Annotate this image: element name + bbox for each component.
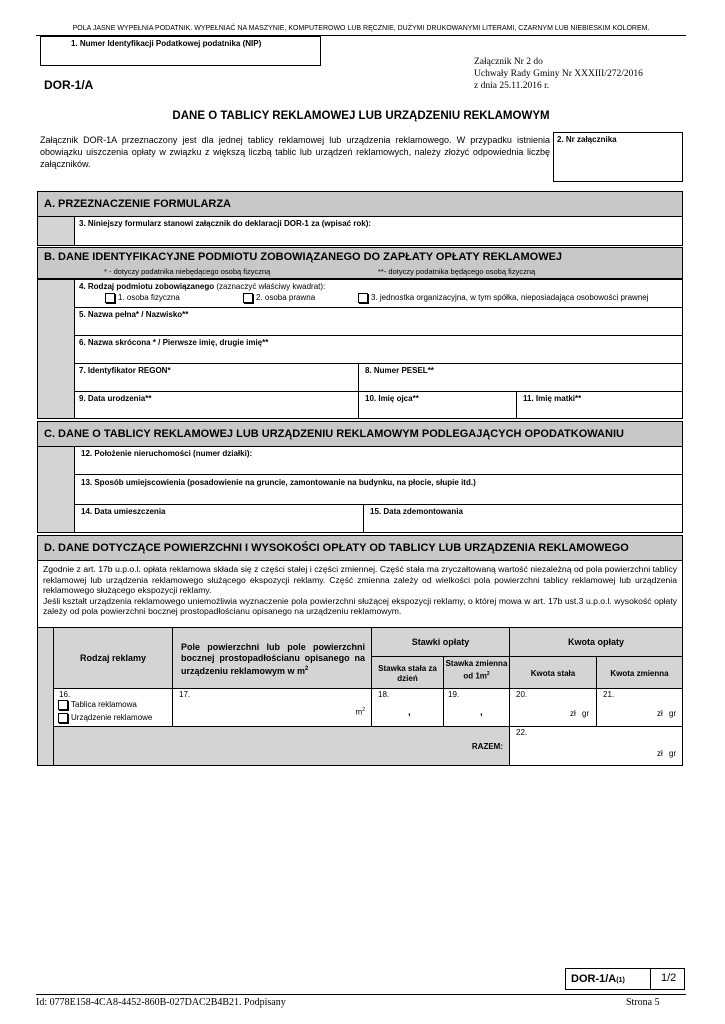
col-header-amount-fixed-label: Kwota stała xyxy=(530,669,576,678)
field-16-number: 16. xyxy=(59,690,71,699)
field-4-label: 4. Rodzaj podmiotu zobowiązanego xyxy=(79,282,215,291)
field-15-removal-date[interactable] xyxy=(363,504,683,533)
section-a-margin xyxy=(37,216,75,246)
annex-info xyxy=(474,56,643,92)
footer-form-code: DOR-1/A(1) xyxy=(571,973,625,985)
field-6-short-name[interactable] xyxy=(74,335,683,364)
field-18-rate-fixed[interactable] xyxy=(371,688,444,727)
nip-field[interactable] xyxy=(40,36,321,66)
col-header-amount-variable xyxy=(596,656,683,689)
col-header-amount-variable-label: Kwota zmienna xyxy=(610,669,669,678)
field-4-hint: (zaznaczyć właściwy kwadrat): xyxy=(216,282,326,291)
field-14-placement-date[interactable] xyxy=(74,504,364,533)
section-b-note-1: * - dotyczy podatnika niebędącego osobą fizyczną xyxy=(104,267,271,276)
field-8-label: 8. Numer PESEL** xyxy=(365,366,434,375)
field-3-label: 3. Niniejszy formularz stanowi załącznik do deklaracji DOR-1 za (wpisać rok): xyxy=(79,219,372,228)
annex-line-1: Załącznik Nr 2 do xyxy=(474,57,543,67)
field-17-area[interactable] xyxy=(172,688,372,727)
section-d-header: D. DANE DOTYCZĄCE POWIERZCHNI I WYSOKOŚCI OPŁATY OD TABLICY LUB URZĄDZENIA REKLAMOWEGO xyxy=(37,535,683,561)
option-advertising-board[interactable]: Tablica reklamowa xyxy=(58,700,137,710)
field-9-label: 9. Data urodzenia** xyxy=(79,394,152,403)
field-20-amount-fixed[interactable] xyxy=(509,688,597,727)
field-21-amount-variable[interactable] xyxy=(596,688,683,727)
checkbox-icon[interactable] xyxy=(358,293,368,303)
field-22-gr: gr xyxy=(669,749,677,758)
col-header-amount xyxy=(509,627,683,657)
field-20-zl: zł xyxy=(570,709,576,718)
field-18-separator: , xyxy=(408,707,411,718)
top-notice: POLA JASNE WYPEŁNIA PODATNIK. WYPEŁNIAĆ NA MASZYNIE, KOMPUTEROWO LUB RĘCZNIE, DUŻYMI DRUKOWANYMI LITERAMI, CZARNYM LUB NIEBIESKIM KOLOREM. xyxy=(72,25,650,32)
checkbox-icon[interactable] xyxy=(58,700,68,710)
footer-document-id: Id: 0778E158-4CA8-4452-860B-027DAC2B4B21. Podpisany xyxy=(36,997,286,1008)
field-11-label: 11. Imię matki** xyxy=(523,394,582,403)
field-18-number: 18. xyxy=(378,690,390,699)
col-header-rate-fixed xyxy=(371,656,444,689)
field-3-year[interactable] xyxy=(74,216,683,246)
section-b-title: B. DANE IDENTYFIKACYJNE PODMIOTU ZOBOWIĄZANEGO DO ZAPŁATY OPŁATY REKLAMOWEJ xyxy=(44,251,563,263)
section-b-margin xyxy=(37,279,75,419)
field-20-gr: gr xyxy=(582,709,590,718)
footer-page-number: Strona 5 xyxy=(626,997,660,1008)
col-header-ad-type-label: Rodzaj reklamy xyxy=(79,653,147,663)
col-header-rate-variable xyxy=(443,656,510,689)
field-13-placement-method[interactable] xyxy=(74,474,683,505)
field-4-entity-type xyxy=(74,279,683,308)
section-c-header: C. DANE O TABLICY REKLAMOWEJ LUB URZĄDZENIU REKLAMOWYM PODLEGAJĄCYCH OPODATKOWANIU xyxy=(37,421,683,447)
field-8-pesel[interactable] xyxy=(358,363,683,392)
page-title: DANE O TABLICY REKLAMOWEJ LUB URZĄDZENIU REKLAMOWYM xyxy=(172,110,550,122)
col-header-ad-type xyxy=(53,627,173,689)
field-12-label: 12. Położenie nieruchomości (numer działki): xyxy=(81,449,253,458)
field-9-birth-date[interactable] xyxy=(74,391,359,419)
col-header-rate-fixed-label: Stawka stała za dzień xyxy=(378,664,437,683)
option-advertising-device[interactable]: Urządzenie reklamowe xyxy=(58,713,152,723)
footer-form-box xyxy=(565,968,685,990)
footer-rule xyxy=(36,994,686,995)
field-22-total[interactable] xyxy=(509,726,683,766)
field-22-zl: zł xyxy=(657,749,663,758)
col-header-rates xyxy=(371,627,510,657)
annex-line-2: Uchwały Rady Gminy Nr XXXIII/272/2016 xyxy=(474,69,643,79)
col-header-rate-variable-label: Stawka zmienna od $1m^2$ xyxy=(445,659,508,681)
field-13-label: 13. Sposób umiejscowienia (posadowienie na gruncie, zamontowanie na budynku, na płocie, słupie itd.) xyxy=(81,478,476,487)
checkbox-icon[interactable] xyxy=(243,293,253,303)
col-header-area-label: Pole powierzchni lub pole powierzchni bocznej prostopadłościanu opisanego na urządzeniu reklamowym w $m^2$ xyxy=(181,642,365,676)
option-natural-person[interactable]: 1. osoba fizyczna xyxy=(105,293,180,303)
col-header-amount-label: Kwota opłaty xyxy=(567,637,624,647)
field-5-label: 5. Nazwa pełna* / Nazwisko** xyxy=(79,310,189,319)
field-19-separator: , xyxy=(480,707,483,718)
field-21-gr: gr xyxy=(669,709,677,718)
footer-page-fraction: 1/2 xyxy=(661,972,677,984)
option-legal-person[interactable]: 2. osoba prawna xyxy=(243,293,315,303)
field-10-father-name[interactable] xyxy=(358,391,517,419)
form-code: DOR-1/A xyxy=(44,78,94,92)
section-c-margin xyxy=(37,446,75,533)
col-header-amount-fixed xyxy=(509,656,597,689)
section-a-header: A. PRZEZNACZENIE FORMULARZA xyxy=(37,191,683,217)
field-17-unit: $m^2$ xyxy=(355,707,365,717)
field-12-property-location[interactable] xyxy=(74,446,683,475)
field-6-label: 6. Nazwa skrócona * / Pierwsze imię, drugie imię** xyxy=(79,338,269,347)
section-d-margin xyxy=(37,627,54,766)
field-15-label: 15. Data zdemontowania xyxy=(370,507,463,516)
field-17-number: 17. xyxy=(179,690,191,699)
section-b-header xyxy=(37,247,683,279)
field-21-number: 21. xyxy=(603,690,615,699)
field-16-ad-type xyxy=(53,688,173,727)
checkbox-icon[interactable] xyxy=(58,713,68,723)
field-5-full-name[interactable] xyxy=(74,307,683,336)
field-20-number: 20. xyxy=(516,690,528,699)
section-d-para-1: Zgodnie z art. 17b u.p.o.l. opłata reklamowa składa się z części stałej i części zmiennej. Część stała ma zryczałtowaną wartość niezależną od pola powierzchni tablicy reklamowej lub urządzenia reklamowego służącego ekspozycji reklamy. Część zmienna zależy od wielkości pola powierzchni tablicy reklamowej lub urządzenia reklamowego służącego ekspozycji reklamy. xyxy=(43,564,677,595)
field-22-number: 22. xyxy=(516,728,528,737)
field-19-number: 19. xyxy=(448,690,460,699)
field-14-label: 14. Data umieszczenia xyxy=(81,507,166,516)
option-organizational-unit[interactable]: 3. jednostka organizacyjna, w tym spółka, nieposiadająca osobowości prawnej xyxy=(358,293,649,303)
field-7-label: 7. Identyfikator REGON* xyxy=(79,366,171,375)
field-10-label: 10. Imię ojca** xyxy=(365,394,419,403)
checkbox-icon[interactable] xyxy=(105,293,115,303)
field-11-mother-name[interactable] xyxy=(516,391,683,419)
attachment-number-field[interactable] xyxy=(553,132,683,182)
section-b-note-2: **- dotyczy podatnika będącego osobą fizyczną xyxy=(378,267,536,276)
field-7-regon[interactable] xyxy=(74,363,359,392)
field-21-zl: zł xyxy=(657,709,663,718)
section-d-para-2: Jeśli kształt urządzenia reklamowego uniemożliwia wyznaczenie pola powierzchni służącej ekspozycji reklamy, o której mowa w art. 17b ust.3 u.p.o.l. wysokość opłaty zależy od pola powierzchni bocznej prostopadłościanu opisanego na urządzeniu reklamowym. xyxy=(43,595,677,616)
section-d-description xyxy=(37,560,683,628)
col-header-rates-label: Stawki opłaty xyxy=(411,637,470,647)
field-19-rate-variable[interactable] xyxy=(443,688,510,727)
total-label-cell xyxy=(53,726,510,766)
footer-divider xyxy=(650,969,651,989)
annex-line-3: z dnia 25.11.2016 r. xyxy=(474,81,550,91)
col-header-area xyxy=(172,627,372,689)
attachment-number-label: 2. Nr załącznika xyxy=(557,135,617,144)
total-label: RAZEM: xyxy=(471,742,503,751)
nip-label: 1. Numer Identyfikacji Podatkowej podatnika (NIP) xyxy=(71,39,262,48)
intro-text: Załącznik DOR-1A przeznaczony jest dla jednej tablicy reklamowej lub urządzenia reklamowego. W przypadku istnienia obowiązku uiszczenia opłaty w związku z większą liczbą tablic lub urządzeń reklamowych, należy złożyć odpowiednia liczbę załączników. xyxy=(40,135,550,169)
